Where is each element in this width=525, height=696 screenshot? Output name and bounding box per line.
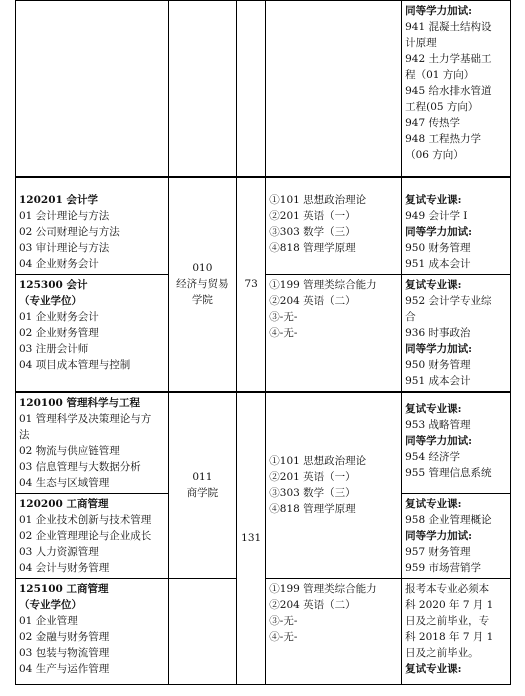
- college-name: 商学院: [186, 487, 219, 499]
- extra-line: 950 财务管理: [405, 358, 471, 371]
- direction-item: 01 企业财务会计: [19, 310, 99, 323]
- exam-subject: ①101 思想政治理论: [269, 455, 367, 467]
- extra-line: 957 财务管理: [405, 545, 471, 558]
- major-cell: [16, 392, 169, 494]
- direction-item: 04 企业财务会计: [19, 257, 99, 270]
- major-subtitle: （专业学位）: [19, 598, 82, 611]
- major-title: 120100 管理科学与工程: [19, 396, 140, 409]
- major-title: 125100 工商管理: [19, 582, 109, 595]
- college-cell-empty: [168, 1, 236, 177]
- retest-line: 程（01 方向）: [405, 69, 475, 81]
- retest-cell: [402, 392, 511, 494]
- college-name: 经济与贸易: [176, 278, 229, 290]
- direction-item: 01 管理科学及决策理论与方: [19, 412, 152, 425]
- extra-line: 959 市场营销学: [405, 561, 481, 574]
- retest-line: 945 给水排水管道: [405, 85, 492, 97]
- college-name: 学院: [191, 294, 213, 306]
- exam-cell: [266, 177, 402, 275]
- exam-subject: ③-无-: [269, 310, 298, 323]
- count-cell-empty: [237, 1, 266, 177]
- retest-heading: 同等学力加试:: [405, 5, 472, 17]
- exam-subject: ②204 英语（二）: [269, 294, 356, 307]
- retest-heading: 复试专业课:: [405, 193, 462, 206]
- direction-item: 03 包装与物流管理: [19, 646, 110, 659]
- major-cell: [16, 493, 169, 578]
- major-title: 120200 工商管理: [19, 497, 109, 510]
- extra-line: 955 管理信息系统: [405, 466, 492, 479]
- retest-line: 941 混凝土结构设: [405, 21, 492, 33]
- note-line: 报考本专业必须本: [405, 582, 490, 595]
- note-line: 科 2018 年 7 月 1: [405, 630, 494, 643]
- extra-heading: 同等学力加试:: [405, 342, 472, 355]
- major-cell: [16, 177, 169, 275]
- major-title: 125300 会计: [19, 278, 88, 291]
- note-line: 科 2020 年 7 月 1: [405, 598, 494, 611]
- exam-subject: ④-无-: [269, 326, 298, 339]
- note-line: 日及之前毕业。: [405, 646, 479, 659]
- extra-heading: 同等学力加试:: [405, 225, 472, 238]
- retest-line: 947 传热学: [405, 117, 460, 129]
- retest-line: 工程(05 方向）: [405, 101, 479, 113]
- retest-line: 936 时事政治: [405, 326, 471, 339]
- table-row: [16, 177, 511, 275]
- retest-line: 合: [405, 310, 416, 323]
- retest-heading: 复试专业课:: [405, 278, 462, 291]
- major-cell: [16, 578, 169, 684]
- direction-item: 03 人力资源管理: [19, 545, 99, 558]
- direction-item: 04 项目成本管理与控制: [19, 358, 131, 371]
- retest-line: 计原理: [405, 37, 437, 49]
- exam-subject: ③303 数学（三）: [269, 225, 356, 238]
- direction-item: 01 企业管理: [19, 614, 78, 627]
- retest-cell: [402, 274, 511, 392]
- enroll-count: 131: [237, 392, 266, 685]
- exam-subject: ②201 英语（一）: [269, 209, 356, 222]
- extra-line: 954 经济学: [405, 450, 460, 463]
- college-code: 011: [192, 471, 213, 483]
- direction-item: 法: [19, 428, 30, 441]
- direction-item: 03 审计理论与方法: [19, 241, 110, 254]
- retest-cell: [402, 177, 511, 275]
- major-subtitle: （专业学位）: [19, 294, 82, 307]
- extra-line: 951 成本会计: [405, 257, 471, 270]
- college-code: 010: [192, 262, 213, 274]
- exam-subject: ②204 英语（二）: [269, 598, 356, 611]
- exam-subject: ③303 数学（三）: [269, 487, 356, 499]
- retest-line: 949 会计学 I: [405, 209, 468, 222]
- retest-line: 958 企业管理概论: [405, 513, 492, 526]
- major-title: 120201 会计学: [19, 193, 98, 206]
- note-line: 日及之前毕业，专: [405, 614, 490, 627]
- exam-subject: ①199 管理类综合能力: [269, 582, 377, 595]
- table-row: [16, 392, 511, 494]
- retest-cell: [402, 1, 511, 177]
- retest-cell: [402, 493, 511, 578]
- extra-heading: 同等学力加试:: [405, 434, 472, 447]
- direction-item: 02 公司财理论与方法: [19, 225, 120, 238]
- college-cell-empty: [168, 578, 236, 684]
- extra-heading: 同等学力加试:: [405, 529, 472, 542]
- college-cell: [168, 177, 236, 392]
- direction-item: 02 企业管理理论与企业成长: [19, 529, 152, 542]
- college-cell: [168, 392, 236, 579]
- direction-item: 04 生产与运作管理: [19, 662, 110, 675]
- exam-subject: ③-无-: [269, 614, 298, 627]
- retest-line: 953 战略管理: [405, 418, 471, 431]
- exam-cell-empty: [266, 1, 402, 177]
- exam-subject: ④-无-: [269, 630, 298, 643]
- exam-subject: ②201 英语（一）: [269, 471, 356, 483]
- direction-item: 01 企业技术创新与技术管理: [19, 513, 152, 526]
- table-row: [16, 1, 511, 177]
- major-cell-empty: [16, 1, 169, 177]
- direction-item: 01 会计理论与方法: [19, 209, 110, 222]
- retest-line: 948 工程热力学: [405, 133, 481, 145]
- major-cell: [16, 274, 169, 392]
- extra-line: 950 财务管理: [405, 241, 471, 254]
- direction-item: 03 注册会计师: [19, 342, 89, 355]
- exam-subject: ①101 思想政治理论: [269, 193, 367, 206]
- retest-line: 942 土力学基础工: [405, 53, 492, 65]
- exam-cell: [266, 578, 402, 684]
- direction-item: 03 信息管理与大数据分析: [19, 460, 141, 473]
- direction-item: 02 金融与财务管理: [19, 630, 110, 643]
- enroll-count: 73: [237, 177, 266, 392]
- exam-subject: ④818 管理学原理: [269, 503, 356, 515]
- retest-line: 952 会计学专业综: [405, 294, 492, 307]
- extra-line: 951 成本会计: [405, 374, 471, 387]
- retest-heading: 复试专业课:: [405, 497, 462, 510]
- enrollment-table: [15, 0, 511, 685]
- exam-cell: [266, 392, 402, 579]
- direction-item: 02 物流与供应链管理: [19, 444, 120, 457]
- exam-subject: ④818 管理学原理: [269, 241, 356, 254]
- direction-item: 04 生态与区域管理: [19, 476, 110, 489]
- retest-heading: 复试专业课:: [405, 662, 462, 675]
- retest-heading: 复试专业课:: [405, 402, 462, 415]
- retest-line: （06 方向）: [405, 149, 464, 161]
- direction-item: 04 会计与财务管理: [19, 561, 110, 574]
- exam-subject: ①199 管理类综合能力: [269, 278, 377, 291]
- exam-cell: [266, 274, 402, 392]
- retest-cell: [402, 578, 511, 684]
- direction-item: 02 企业财务管理: [19, 326, 99, 339]
